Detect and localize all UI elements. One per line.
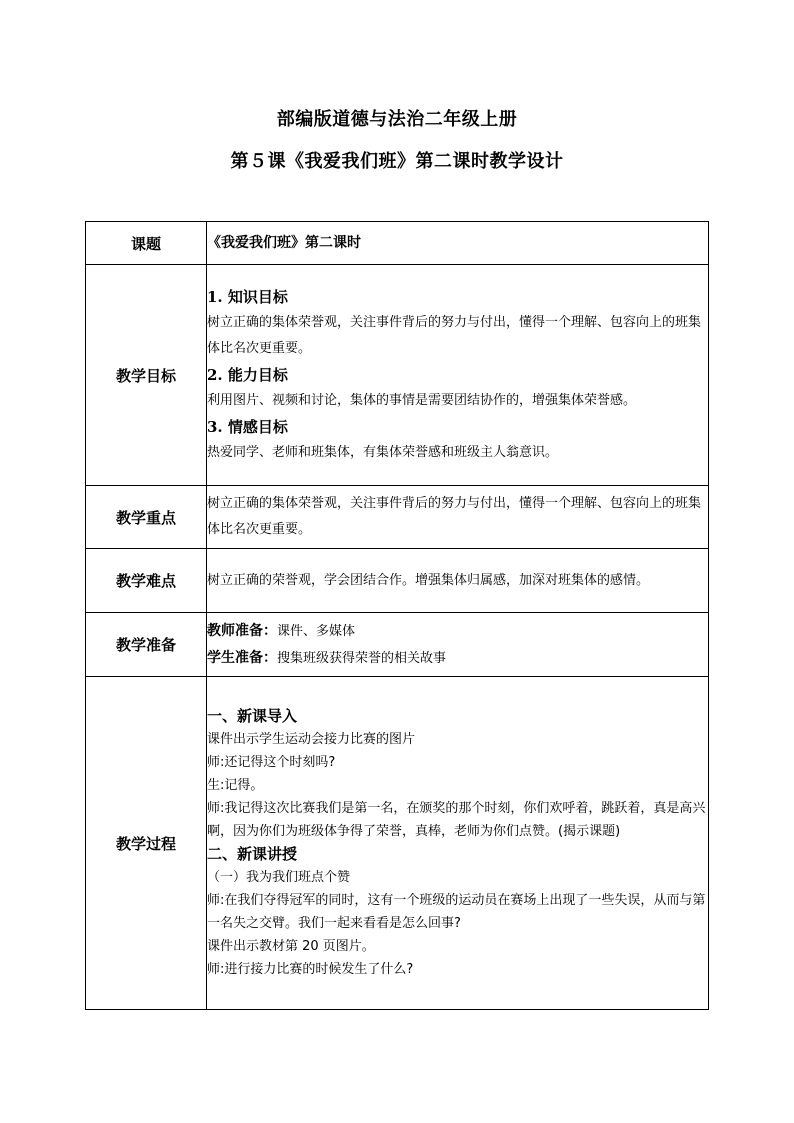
emotion-goal-title: 3. 情感目标 [207,418,288,436]
process-subsection: （一）我为我们班点个赞 [207,870,351,885]
difficulties-label: 教学难点 [86,549,207,613]
ability-goal-title: 2. 能力目标 [207,366,288,384]
goals-content [207,265,709,486]
teacher-preparation-label: 教师准备： [207,622,277,639]
table-row-process [86,677,709,1010]
difficulties-text: 树立正确的荣誉观，学会团结合作。增强集体归属感，加深对班集体的感情。 [207,549,709,613]
section-new-lesson-intro: 一、新课导入 [207,707,298,725]
teacher-preparation-text: 课件、多媒体 [277,623,356,639]
emotion-goal-text: 热爱同学、老师和班集体，有集体荣誉感和班级主人翁意识。 [207,445,559,460]
table-row-goals [86,265,709,486]
process-paragraph: 师:进行接力比赛的时候发生了什么? [207,962,414,977]
document-subtitle: 第５课《我爱我们班》第二课时教学设计 [230,151,564,172]
lesson-plan-table [85,221,709,1010]
process-paragraph: 生:记得。 [207,778,264,793]
knowledge-goal-title: 1. 知识目标 [207,288,288,306]
preparation-content [207,613,709,677]
key-points-text: 树立正确的集体荣誉观，关注事件背后的努力与付出，懂得一个理解、包容向上的班集体比名次更重要。 [207,486,709,549]
key-points-label: 教学重点 [86,486,207,549]
process-paragraph: 师:我记得这次比赛我们是第一名，在颁奖的那个时刻，你们欢呼着，跳跃着，真是高兴啊，因为你们为班级体争得了荣誉，真棒，老师为你们点赞。(揭示课题) [207,801,706,839]
section-new-lesson-teaching: 二、新课讲授 [207,845,298,863]
preparation-label: 教学准备 [86,613,207,677]
process-label: 教学过程 [86,677,207,1010]
student-preparation [207,645,708,672]
table-row-key-points [86,486,709,549]
topic-label: 课题 [86,222,207,265]
knowledge-goal-text: 树立正确的集体荣誉观，关注事件背后的努力与付出，懂得一个理解、包容向上的班集体比名次更重要。 [207,315,702,356]
process-content [207,677,709,1010]
process-paragraph: 课件出示教材第 20 页图片。 [207,939,375,954]
ability-goal-text: 利用图片、视频和讨论，集体的事情是需要团结协作的，增强集体荣誉感。 [207,393,637,408]
process-paragraph: 课件出示学生运动会接力比赛的图片 [207,732,416,747]
student-preparation-text: 搜集班级获得荣誉的相关故事 [277,650,447,666]
table-row-preparation [86,613,709,677]
table-row-difficulties [86,549,709,613]
process-paragraph: 师:在我们夺得冠军的同时，这有一个班级的运动员在赛场上出现了一些失误，从而与第一名失之交臂。我们一起来看看是怎么回事? [207,893,706,931]
teacher-preparation [207,618,708,645]
table-row-topic [86,222,709,265]
goals-label: 教学目标 [86,265,207,486]
topic-text: 《我爱我们班》第二课时 [207,234,361,251]
student-preparation-label: 学生准备： [207,649,277,666]
topic-value [207,222,709,265]
process-paragraph: 师:还记得这个时刻吗? [207,755,336,770]
document-title: 部编版道德与法治二年级上册 [276,109,518,130]
